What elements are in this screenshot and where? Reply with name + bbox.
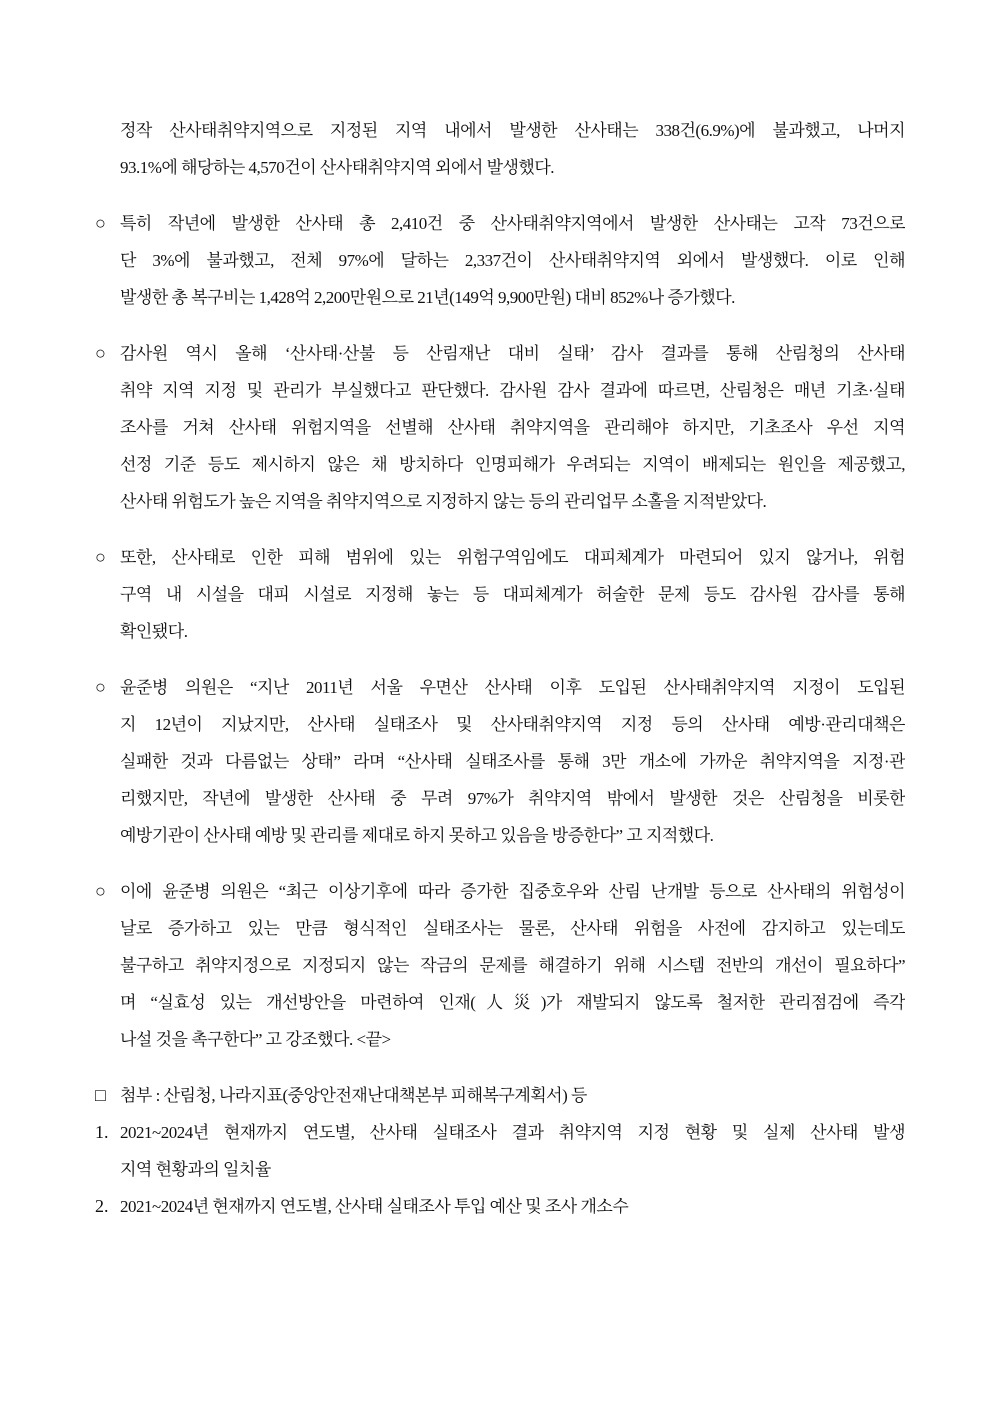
text-line: 특히 작년에 발생한 산사태 총 2,410건 중 산사태취약지역에서 발생한 산사태는 고작 73건으로: [120, 214, 905, 233]
text-line: 윤준병 의원은 “지난 2011년 서울 우면산 산사태 이후 도입된 산사태취약지역 지정이 도입된: [120, 678, 905, 697]
circle-bullet-icon: ○: [95, 213, 106, 233]
paragraph: [95, 669, 905, 854]
paragraph: [95, 1114, 905, 1188]
text-line: 확인됐다.: [120, 622, 188, 641]
document-body: [95, 112, 905, 1225]
text-line: 단 3%에 불과했고, 전체 97%에 달하는 2,337건이 산사태취약지역 외에서 발생했다. 이로 인해: [120, 251, 905, 270]
paragraph: [95, 1188, 905, 1225]
paragraph: [95, 205, 905, 316]
text-line: 지역 현황과의 일치율: [120, 1160, 271, 1179]
text-line: 발생한 총 복구비는 1,428억 2,200만원으로 21년(149억 9,900만원) 대비 852%나 증가했다.: [120, 288, 735, 307]
text-line: 취약 지역 지정 및 관리가 부실했다고 판단했다. 감사원 감사 결과에 따르면, 산림청은 매년 기초·실태: [120, 381, 905, 400]
paragraph: [95, 1077, 905, 1114]
circle-bullet-icon: ○: [95, 881, 106, 901]
text-line: 조사를 거쳐 산사태 위험지역을 선별해 산사태 취약지역을 관리해야 하지만, 기초조사 우선 지역: [120, 418, 905, 437]
text-line: 감사원 역시 올해 ‘산사태·산불 등 산림재난 대비 실태’ 감사 결과를 통해 산림청의 산사태: [120, 344, 905, 363]
text-line: 이에 윤준병 의원은 “최근 이상기후에 따라 증가한 집중호우와 산림 난개발 등으로 산사태의 위험성이: [120, 882, 905, 901]
text-line: 리했지만, 작년에 발생한 산사태 중 무려 97%가 취약지역 밖에서 발생한 것은 산림청을 비롯한: [120, 789, 905, 808]
paragraph: [95, 539, 905, 650]
text-line: 불구하고 취약지정으로 지정되지 않는 작금의 문제를 해결하기 위해 시스템 전반의 개선이 필요하다”: [120, 956, 905, 975]
paragraph: [95, 873, 905, 1058]
text-line: 첨부 : 산림청, 나라지표(중앙안전재난대책본부 피해복구계획서) 등: [120, 1086, 587, 1105]
text-line: 2021~2024년 현재까지 연도별, 산사태 실태조사 결과 취약지역 지정 현황 및 실제 산사태 발생: [120, 1123, 905, 1142]
text-line: 실패한 것과 다름없는 상태” 라며 “산사태 실태조사를 통해 3만 개소에 가까운 취약지역을 지정·관: [120, 752, 905, 771]
text-line: 예방기관이 산사태 예방 및 관리를 제대로 하지 못하고 있음을 방증한다” 고 지적했다.: [120, 826, 714, 845]
text-line: 선정 기준 등도 제시하지 않은 채 방치하다 인명피해가 우려되는 지역이 배제되는 원인을 제공했고,: [120, 455, 905, 474]
item-number: 1.: [95, 1122, 109, 1142]
text-line: 산사태 위험도가 높은 지역을 취약지역으로 지정하지 않는 등의 관리업무 소홀을 지적받았다.: [120, 492, 767, 511]
text-line: 2021~2024년 현재까지 연도별, 산사태 실태조사 투입 예산 및 조사 개소수: [120, 1197, 629, 1216]
paragraph: [95, 112, 905, 186]
text-line: 93.1%에 해당하는 4,570건이 산사태취약지역 외에서 발생했다.: [120, 158, 555, 177]
circle-bullet-icon: ○: [95, 677, 106, 697]
circle-bullet-icon: ○: [95, 547, 106, 567]
text-line: 날로 증가하고 있는 만큼 형식적인 실태조사는 물론, 산사태 위험을 사전에 감지하고 있는데도: [120, 919, 905, 938]
square-bullet-icon: □: [95, 1085, 106, 1105]
paragraph: [95, 335, 905, 520]
text-line: 지 12년이 지났지만, 산사태 실태조사 및 산사태취약지역 지정 등의 산사태 예방·관리대책은: [120, 715, 905, 734]
text-line: 정작 산사태취약지역으로 지정된 지역 내에서 발생한 산사태는 338건(6.9%)에 불과했고, 나머지: [120, 121, 905, 140]
item-number: 2.: [95, 1196, 109, 1216]
text-line: 며 “실효성 있는 개선방안을 마련하여 인재(人災)가 재발되지 않도록 철저한 관리점검에 즉각: [120, 993, 905, 1012]
text-line: 구역 내 시설을 대피 시설로 지정해 놓는 등 대피체계가 허술한 문제 등도 감사원 감사를 통해: [120, 585, 905, 604]
circle-bullet-icon: ○: [95, 343, 106, 363]
text-line: 또한, 산사태로 인한 피해 범위에 있는 위험구역임에도 대피체계가 마련되어 있지 않거나, 위험: [120, 548, 905, 567]
text-line: 나설 것을 촉구한다” 고 강조했다. <끝>: [120, 1030, 391, 1049]
